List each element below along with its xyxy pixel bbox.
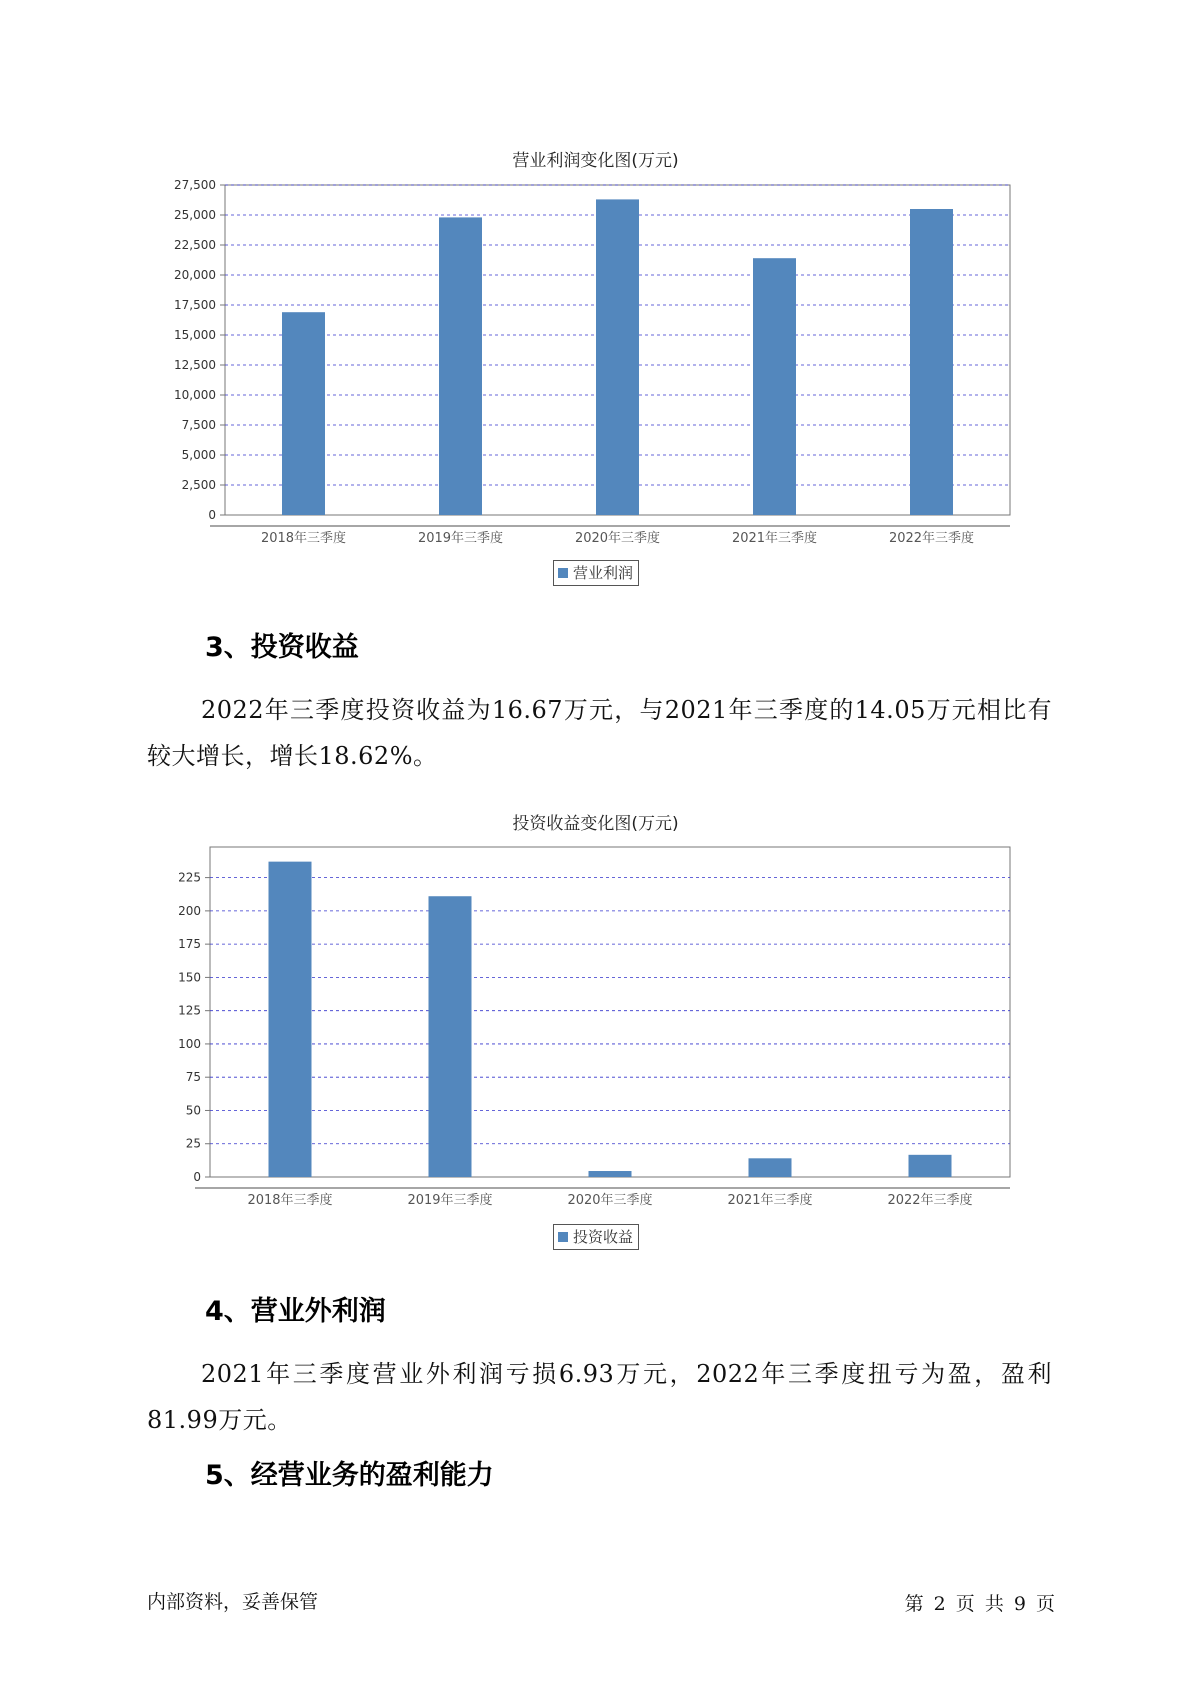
x-tick-label: 2019年三季度 <box>407 1193 493 1208</box>
x-tick-label: 2019年三季度 <box>417 531 504 546</box>
y-tick-label: 7,500 <box>181 418 216 432</box>
section-heading-4: 4、营业外利润 <box>205 1296 386 1327</box>
y-tick-label: 150 <box>178 970 201 985</box>
y-tick-label: 50 <box>185 1103 201 1118</box>
y-tick-label: 125 <box>178 1003 201 1018</box>
y-tick-label: 0 <box>208 508 216 522</box>
y-tick-label: 10,000 <box>174 388 216 402</box>
section-text-3: 2022年三季度投资收益为16.67万元，与2021年三季度的14.05万元相比有较大增长，增长18.62%。 <box>147 696 1052 770</box>
legend-swatch <box>558 1232 568 1242</box>
y-tick-label: 25 <box>185 1136 201 1151</box>
x-tick-label: 2018年三季度 <box>260 531 347 546</box>
y-tick-label: 27,500 <box>174 178 216 192</box>
y-tick-label: 17,500 <box>174 298 216 312</box>
chart-legend <box>553 1224 639 1250</box>
x-tick-label: 2022年三季度 <box>887 1193 973 1208</box>
y-tick-label: 75 <box>185 1070 201 1085</box>
section-text-4: 2021年三季度营业外利润亏损6.93万元，2022年三季度扭亏为盈，盈利81.99万元。 <box>147 1360 1052 1434</box>
x-tick-label: 2018年三季度 <box>247 1193 333 1208</box>
y-tick-label: 5,000 <box>181 448 216 462</box>
section-heading-3: 3、投资收益 <box>205 632 359 663</box>
chart-title: 投资收益变化图(万元) <box>512 814 679 834</box>
y-tick-label: 22,500 <box>174 238 216 252</box>
chart-title: 营业利润变化图(万元) <box>512 151 679 171</box>
y-tick-label: 15,000 <box>174 328 216 342</box>
y-tick-label: 2,500 <box>181 478 216 492</box>
x-tick-label: 2020年三季度 <box>567 1193 653 1208</box>
y-tick-label: 225 <box>178 870 201 885</box>
bar <box>589 1171 632 1177</box>
y-tick-label: 100 <box>178 1036 201 1051</box>
bar <box>269 862 312 1177</box>
bar <box>909 1155 952 1177</box>
x-tick-label: 2021年三季度 <box>727 1193 813 1208</box>
y-tick-label: 200 <box>178 903 201 918</box>
legend-label: 营业利润 <box>573 564 634 582</box>
y-tick-label: 20,000 <box>174 268 216 282</box>
plot-area <box>210 847 1010 1177</box>
x-tick-label: 2022年三季度 <box>888 531 975 546</box>
bar <box>429 896 472 1177</box>
y-tick-label: 0 <box>193 1170 201 1184</box>
x-tick-label: 2021年三季度 <box>731 531 818 546</box>
y-tick-label: 175 <box>178 937 201 952</box>
y-tick-label: 25,000 <box>174 208 216 222</box>
footer-page-number: 第 2 页 共 9 页 <box>904 1593 1055 1615</box>
x-tick-label: 2020年三季度 <box>574 531 661 546</box>
section-heading-5: 5、经营业务的盈利能力 <box>205 1460 494 1491</box>
footer-confidential-note: 内部资料，妥善保管 <box>147 1591 319 1613</box>
bar <box>749 1158 792 1177</box>
legend-label: 投资收益 <box>573 1228 634 1246</box>
y-tick-label: 12,500 <box>174 358 216 372</box>
